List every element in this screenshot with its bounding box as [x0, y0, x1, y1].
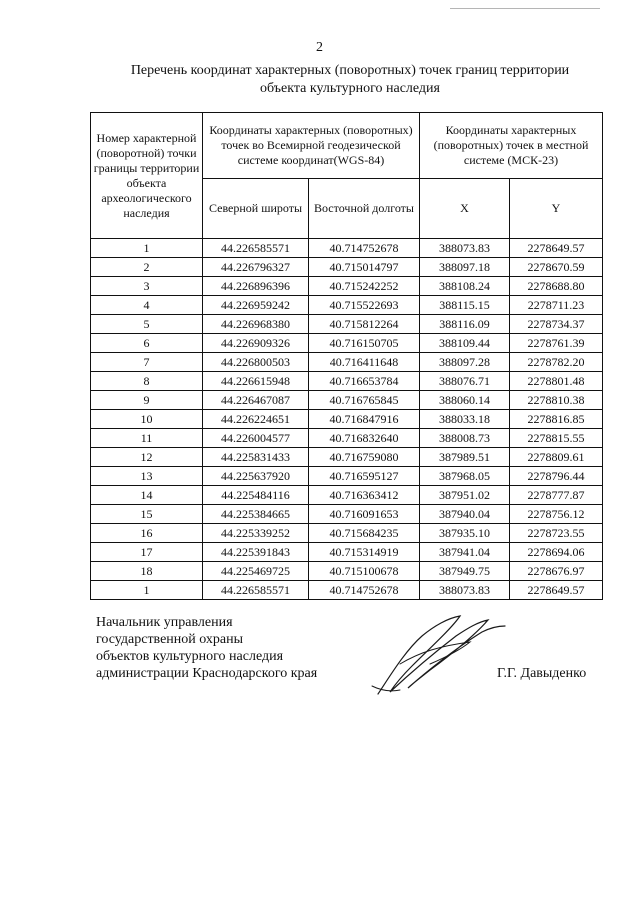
handwritten-signature — [360, 606, 510, 701]
cell-point-number: 4 — [91, 296, 203, 315]
cell-x: 388008.73 — [420, 429, 510, 448]
cell-point-number: 17 — [91, 543, 203, 562]
cell-x: 388097.18 — [420, 258, 510, 277]
cell-point-number: 16 — [91, 524, 203, 543]
table-row — [91, 581, 603, 600]
cell-y: 2278761.39 — [510, 334, 603, 353]
position-line-3: объектов культурного наследия — [96, 649, 284, 664]
table-row — [91, 429, 603, 448]
cell-x: 388108.24 — [420, 277, 510, 296]
table-body — [91, 239, 603, 600]
cell-y: 2278723.55 — [510, 524, 603, 543]
coordinates-table — [90, 112, 603, 600]
cell-y: 2278676.97 — [510, 562, 603, 581]
position-line-1: Начальник управления — [96, 615, 233, 630]
cell-y: 2278649.57 — [510, 581, 603, 600]
header-y: Y — [510, 179, 603, 239]
cell-y: 2278694.06 — [510, 543, 603, 562]
cell-longitude: 40.716847916 — [309, 410, 420, 429]
header-point-number: Номер характерной (поворотной) точки границы территории объекта археологического наследия — [91, 113, 203, 239]
cell-latitude: 44.226968380 — [203, 315, 309, 334]
title-line-2: объекта культурного наследия — [260, 81, 440, 96]
cell-latitude: 44.226224651 — [203, 410, 309, 429]
cell-point-number: 11 — [91, 429, 203, 448]
table-row — [91, 258, 603, 277]
table-row — [91, 277, 603, 296]
table-header-row — [91, 113, 603, 179]
table-row — [91, 524, 603, 543]
table-row — [91, 505, 603, 524]
cell-x: 388073.83 — [420, 581, 510, 600]
cell-x: 388076.71 — [420, 372, 510, 391]
cell-longitude: 40.716653784 — [309, 372, 420, 391]
cell-latitude: 44.226585571 — [203, 239, 309, 258]
header-latitude: Северной широты — [203, 179, 309, 239]
cell-longitude: 40.715100678 — [309, 562, 420, 581]
cell-point-number: 6 — [91, 334, 203, 353]
cell-y: 2278801.48 — [510, 372, 603, 391]
cell-x: 387989.51 — [420, 448, 510, 467]
cell-latitude: 44.226585571 — [203, 581, 309, 600]
cell-longitude: 40.716363412 — [309, 486, 420, 505]
cell-latitude: 44.225469725 — [203, 562, 309, 581]
title-line-1: Перечень координат характерных (поворотных) точек границ территории — [130, 63, 570, 78]
table-row — [91, 334, 603, 353]
cell-latitude: 44.225339252 — [203, 524, 309, 543]
cell-y: 2278711.23 — [510, 296, 603, 315]
cell-x: 387940.04 — [420, 505, 510, 524]
cell-longitude: 40.716832640 — [309, 429, 420, 448]
cell-x: 388109.44 — [420, 334, 510, 353]
page-number: 2 — [316, 40, 323, 55]
cell-latitude: 44.225384665 — [203, 505, 309, 524]
cell-x: 387935.10 — [420, 524, 510, 543]
table-row — [91, 543, 603, 562]
cell-latitude: 44.226004577 — [203, 429, 309, 448]
table-row — [91, 486, 603, 505]
cell-longitude: 40.716765845 — [309, 391, 420, 410]
cell-point-number: 7 — [91, 353, 203, 372]
cell-point-number: 3 — [91, 277, 203, 296]
table-row — [91, 372, 603, 391]
cell-latitude: 44.226896396 — [203, 277, 309, 296]
cell-latitude: 44.225391843 — [203, 543, 309, 562]
scan-top-line — [450, 8, 600, 9]
cell-point-number: 9 — [91, 391, 203, 410]
cell-latitude: 44.226959242 — [203, 296, 309, 315]
cell-latitude: 44.226800503 — [203, 353, 309, 372]
cell-y: 2278777.87 — [510, 486, 603, 505]
table-row — [91, 410, 603, 429]
cell-latitude: 44.225484116 — [203, 486, 309, 505]
cell-y: 2278810.38 — [510, 391, 603, 410]
cell-longitude: 40.715522693 — [309, 296, 420, 315]
cell-longitude: 40.716411648 — [309, 353, 420, 372]
cell-longitude: 40.715812264 — [309, 315, 420, 334]
cell-latitude: 44.226796327 — [203, 258, 309, 277]
table-row — [91, 315, 603, 334]
position-line-2: государственной охраны — [96, 632, 244, 647]
cell-x: 388115.15 — [420, 296, 510, 315]
cell-longitude: 40.716759080 — [309, 448, 420, 467]
table-row — [91, 391, 603, 410]
cell-x: 388116.09 — [420, 315, 510, 334]
cell-x: 388097.28 — [420, 353, 510, 372]
cell-latitude: 44.226467087 — [203, 391, 309, 410]
cell-latitude: 44.226909326 — [203, 334, 309, 353]
cell-x: 387951.02 — [420, 486, 510, 505]
cell-point-number: 12 — [91, 448, 203, 467]
cell-longitude: 40.715314919 — [309, 543, 420, 562]
cell-longitude: 40.715014797 — [309, 258, 420, 277]
table-row — [91, 296, 603, 315]
cell-point-number: 13 — [91, 467, 203, 486]
cell-longitude: 40.715684235 — [309, 524, 420, 543]
table-row — [91, 467, 603, 486]
cell-y: 2278756.12 — [510, 505, 603, 524]
cell-y: 2278649.57 — [510, 239, 603, 258]
cell-y: 2278796.44 — [510, 467, 603, 486]
header-wgs84-group: Координаты характерных (поворотных) точек во Всемирной геодезической системе координат(WGS-84) — [203, 113, 420, 179]
cell-x: 388033.18 — [420, 410, 510, 429]
cell-point-number: 5 — [91, 315, 203, 334]
cell-point-number: 1 — [91, 239, 203, 258]
cell-latitude: 44.225831433 — [203, 448, 309, 467]
cell-x: 388060.14 — [420, 391, 510, 410]
cell-x: 387968.05 — [420, 467, 510, 486]
cell-point-number: 15 — [91, 505, 203, 524]
header-longitude: Восточной долготы — [309, 179, 420, 239]
cell-y: 2278816.85 — [510, 410, 603, 429]
cell-y: 2278688.80 — [510, 277, 603, 296]
cell-longitude: 40.714752678 — [309, 239, 420, 258]
cell-y: 2278809.61 — [510, 448, 603, 467]
cell-y: 2278734.37 — [510, 315, 603, 334]
cell-latitude: 44.225637920 — [203, 467, 309, 486]
cell-y: 2278815.55 — [510, 429, 603, 448]
cell-longitude: 40.716595127 — [309, 467, 420, 486]
header-msk23-group: Координаты характерных (поворотных) точек в местной системе (МСК-23) — [420, 113, 603, 179]
cell-y: 2278670.59 — [510, 258, 603, 277]
cell-longitude: 40.714752678 — [309, 581, 420, 600]
cell-x: 388073.83 — [420, 239, 510, 258]
cell-longitude: 40.716091653 — [309, 505, 420, 524]
document-title — [70, 62, 630, 98]
table-row — [91, 239, 603, 258]
table-row — [91, 448, 603, 467]
signature-position — [96, 614, 317, 682]
cell-y: 2278782.20 — [510, 353, 603, 372]
cell-point-number: 1 — [91, 581, 203, 600]
cell-point-number: 14 — [91, 486, 203, 505]
cell-point-number: 8 — [91, 372, 203, 391]
cell-longitude: 40.715242252 — [309, 277, 420, 296]
cell-longitude: 40.716150705 — [309, 334, 420, 353]
position-line-4: администрации Краснодарского края — [96, 666, 318, 681]
cell-point-number: 2 — [91, 258, 203, 277]
table-row — [91, 562, 603, 581]
table-row — [91, 353, 603, 372]
cell-latitude: 44.226615948 — [203, 372, 309, 391]
cell-point-number: 10 — [91, 410, 203, 429]
cell-x: 387949.75 — [420, 562, 510, 581]
cell-x: 387941.04 — [420, 543, 510, 562]
cell-point-number: 18 — [91, 562, 203, 581]
signer-name: Г.Г. Давыденко — [497, 666, 587, 681]
header-x: X — [420, 179, 510, 239]
